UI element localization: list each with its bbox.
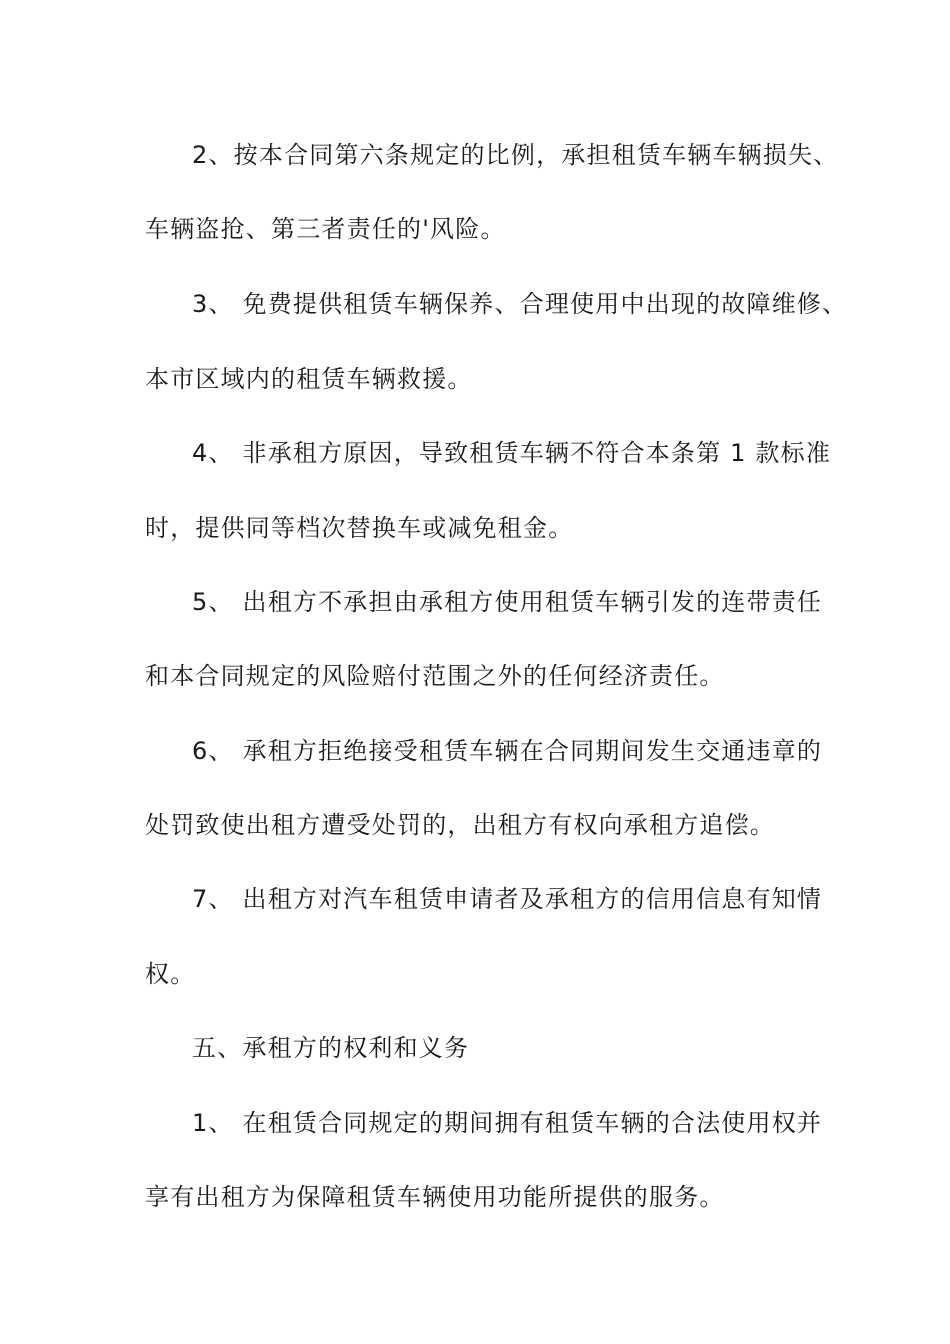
paragraph-8-line-2: 享有出租方为保障租赁车辆使用功能所提供的服务。 [145, 1183, 725, 1211]
paragraph-3-line-2: 本市区域内的租赁车辆救援。 [145, 365, 473, 393]
paragraph-7-line-2: 权。 [145, 960, 196, 988]
paragraph-2-line-1: 2、按本合同第六条规定的比例，承担租赁车辆车辆损失、 [192, 141, 839, 169]
paragraph-5-line-2: 和本合同规定的风险赔付范围之外的任何经济责任。 [145, 662, 725, 690]
paragraph-5-line-1: 5、 出租方不承担由承租方使用租赁车辆引发的连带责任 [192, 588, 823, 616]
paragraph-4-line-1: 4、 非承租方原因，导致租赁车辆不符合本条第 1 款标准 [192, 439, 832, 467]
paragraph-6-line-1: 6、 承租方拒绝接受租赁车辆在合同期间发生交通违章的 [192, 737, 823, 765]
paragraph-7-line-1: 7、 出租方对汽车租赁申请者及承租方的信用信息有知情 [192, 885, 823, 913]
paragraph-4-line-2: 时，提供同等档次替换车或减免租金。 [145, 514, 574, 542]
section-heading: 五、承租方的权利和义务 [192, 1034, 470, 1062]
paragraph-6-line-2: 处罚致使出租方遭受处罚的，出租方有权向承租方追偿。 [145, 811, 775, 839]
paragraph-3-line-1: 3、 免费提供租赁车辆保养、合理使用中出现的故障维修、 [192, 290, 848, 318]
paragraph-8-line-1: 1、 在租赁合同规定的期间拥有租赁车辆的合法使用权并 [192, 1109, 823, 1137]
paragraph-2-line-2: 车辆盗抢、第三者责任的'风险。 [145, 215, 506, 243]
